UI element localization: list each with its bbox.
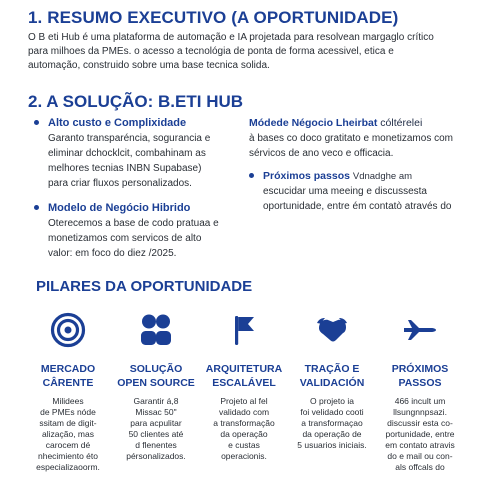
pillar-text-line: Milidees [52, 396, 84, 406]
pillar-text-line: Missac 50" [135, 407, 177, 417]
pillar-title [376, 362, 464, 390]
section-title-solution: 2. A SOLUÇÃO: B.ETI HUB [28, 92, 244, 111]
bullet-dot-icon [249, 173, 254, 178]
pillar-text-line: portunidade, entre [385, 429, 455, 439]
pillar-text-line: da operação de [302, 429, 362, 439]
pillar-text-line: do e mail ou con- [387, 451, 453, 461]
right-block-title [249, 116, 455, 131]
handshake-icon [312, 310, 352, 350]
pillar-title-line: OPEN SOURCE [117, 377, 195, 389]
bullet-dot-icon [34, 205, 39, 210]
pillar-text-line: Projeto al fel [220, 396, 268, 406]
pillar-text-line: 5 usuarios iniciais. [297, 440, 367, 450]
pillar-architecture [200, 310, 288, 462]
pillar-title-line: ARQUITETURA [205, 363, 283, 375]
bullet-body: Garanto transparéncia, sogurancia e eliminar dchocklcit, combahinam as melhores tecnias INBN Supabase) para criar fluxos personalizados. [48, 133, 211, 189]
pillar-text-line: 466 incult um [394, 396, 446, 406]
pillar-title-line: PRÓXIMOS [391, 363, 449, 375]
executive-summary-paragraph: O B eti Hub é uma plataforma de automação e IA projetada para resolvean margaglo crítico para milhoes da PMEs. o acesso a tecnológia de ponta de forma acessivel, etica e automação, construido sobre uma base tecnica solida. [28, 32, 434, 71]
bullet-title-text: Modelo de Negócio Hibrido [48, 202, 191, 214]
pillar-text-line: operacionis. [221, 451, 267, 461]
section-title-pillars: PILARES DA OPORTUNIDADE [36, 278, 253, 295]
pillar-text-line: a transformaçao [301, 418, 363, 428]
solution-bullet-hybrid-model [34, 201, 222, 261]
pillar-text-line: d flenentes [135, 440, 177, 450]
right-block-title-suffix: cóltérelei [380, 117, 423, 129]
next-steps-title [249, 169, 455, 184]
right-block-body: à bases co doco gratitato e monetizamos com sérvicos de ano veco e officacia. [249, 133, 453, 159]
pillar-traction [288, 310, 376, 451]
pillar-text-line: llsungnnpsazi. [393, 407, 447, 417]
solution-left-column [34, 116, 222, 261]
pillar-text-line: 50 clientes até [128, 429, 184, 439]
pillar-text [112, 396, 200, 462]
pillar-text [200, 396, 288, 462]
airplane-icon [400, 310, 440, 350]
pillar-text-line: O projeto ia [310, 396, 354, 406]
section-title-executive-summary: 1. RESUMO EXECUTIVO (A OPORTUNIDADE) [28, 8, 399, 27]
pillar-text [288, 396, 376, 451]
pillar-title [200, 362, 288, 390]
pillar-text-line: Garantir á,8 [133, 396, 179, 406]
next-steps-block [249, 169, 455, 214]
pillar-text-line: especializaoorm. [36, 462, 100, 472]
pillar-text-line: carocem dé [45, 440, 91, 450]
pillar-title [288, 362, 376, 390]
pillar-text-line: a transformação [213, 418, 275, 428]
pillar-title [112, 362, 200, 390]
solution-right-column [249, 116, 455, 214]
pillar-text-line: alização, mas [42, 429, 94, 439]
pillar-text-line: nhecimiento éto [37, 451, 98, 461]
next-steps-title-text: Próximos passos [263, 170, 350, 182]
next-steps-body: escucidar uma meeing e discussesta oportunidade, entre ém contatò através do [263, 186, 452, 212]
pillar-text-line: em contato atravis [385, 440, 455, 450]
users-icon [136, 310, 176, 350]
pillars-row [24, 310, 466, 475]
pillar-market [24, 310, 112, 473]
pillar-title-line: VALIDACIÓN [299, 377, 365, 389]
pillar-text-line: validado com [218, 407, 270, 417]
pillar-text [376, 396, 464, 473]
pillar-title [24, 362, 112, 390]
right-block-title-main: Módede Négocio Lheirbat [249, 117, 378, 129]
pillar-text-line: da operação [220, 429, 268, 439]
pillar-text-line: discussir esta co- [387, 418, 453, 428]
bullet-title-text: Alto custo e Complixidade [48, 117, 187, 129]
pillar-text [24, 396, 112, 473]
target-icon [48, 310, 88, 350]
next-steps-trail: Vdnadghe am [352, 171, 413, 182]
bullet-body: Oterecemos a base de codo pratuaa e monetizamos com servicos de alto valor: em foco do diez /2025. [48, 218, 219, 259]
pillar-text-line: para acpulitar [130, 418, 182, 428]
pillar-text-line: als offcals do [395, 462, 445, 472]
flag-icon [224, 310, 264, 350]
bullet-title [34, 116, 222, 131]
pillar-open-source [112, 310, 200, 462]
bullet-dot-icon [34, 120, 39, 125]
pillar-text-line: pérsonalizados. [126, 451, 186, 461]
pillar-next-steps [376, 310, 464, 473]
pillar-title-line: ESCALÁVEL [212, 377, 276, 389]
solution-bullet-cost-complexity [34, 116, 222, 191]
bullet-title [34, 201, 222, 216]
pillar-title-line: TRAÇÃO E [304, 363, 360, 375]
pillar-text-line: de PMEs nóde [40, 407, 96, 417]
pillar-title-line: SOLUÇÃO [129, 363, 183, 375]
pillar-text-line: foi velidado cooti [300, 407, 364, 417]
pillar-title-line: PASSOS [398, 377, 442, 389]
pillar-text-line: e custas [228, 440, 260, 450]
pillar-title-line: MERCADO [40, 363, 96, 375]
pillar-text-line: ssitam de digit- [39, 418, 97, 428]
pillar-title-line: CÂRENTE [42, 377, 94, 389]
